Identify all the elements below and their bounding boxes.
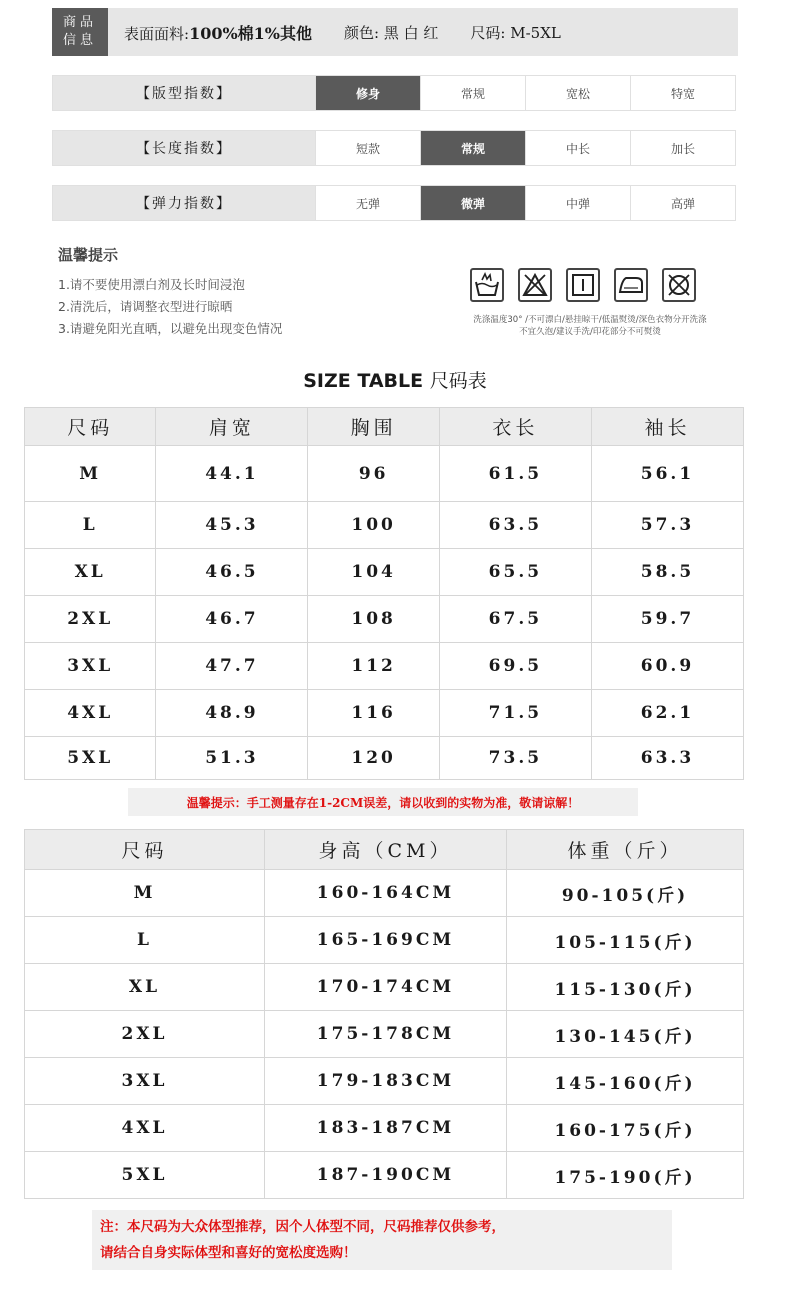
hang-dry-icon bbox=[566, 268, 600, 302]
tips-list bbox=[58, 274, 282, 340]
table-cell: L bbox=[25, 502, 156, 549]
table-cell: 116 bbox=[308, 690, 439, 737]
size-range-value: M-5XL bbox=[510, 23, 561, 42]
fabric-info bbox=[124, 21, 312, 44]
color-label: 颜色: bbox=[344, 23, 380, 42]
table-cell: 60.9 bbox=[591, 643, 743, 690]
table-cell: 108 bbox=[308, 596, 439, 643]
no-bleach-icon bbox=[518, 268, 552, 302]
header-cell: 体重（斤） bbox=[507, 830, 744, 870]
table-row bbox=[25, 502, 744, 549]
header-cell: 肩宽 bbox=[156, 408, 308, 446]
stretch-index-label: 【弹力指数】 bbox=[53, 186, 315, 220]
table-row bbox=[25, 1011, 744, 1058]
table-cell: 4XL bbox=[25, 1105, 265, 1152]
recommendation-note bbox=[92, 1210, 672, 1270]
size-table-title bbox=[0, 366, 790, 393]
table-cell: 5XL bbox=[25, 737, 156, 780]
size-table-title-cn: 尺码表 bbox=[429, 370, 487, 392]
size-recommendation-table bbox=[24, 829, 744, 1199]
hand-wash-icon bbox=[470, 268, 504, 302]
table-cell: 90-105(斤) bbox=[507, 870, 744, 917]
fit-index-label: 【版型指数】 bbox=[53, 76, 315, 110]
table-cell: 170-174CM bbox=[265, 964, 507, 1011]
table-cell: 100 bbox=[308, 502, 439, 549]
table-cell: 4XL bbox=[25, 690, 156, 737]
size-table-header bbox=[25, 408, 744, 446]
product-info-text bbox=[124, 21, 561, 44]
care-note-line: 洗涤温度30° /不可漂白/悬挂晾干/低温熨烫/深色衣物分开洗涤 bbox=[473, 315, 707, 325]
table-row bbox=[25, 596, 744, 643]
table-cell: 145-160(斤) bbox=[507, 1058, 744, 1105]
table-cell: 46.5 bbox=[156, 549, 308, 596]
care-icons bbox=[470, 268, 696, 302]
fabric-label: 表面面料: bbox=[124, 24, 190, 43]
table-row bbox=[25, 1152, 744, 1199]
care-note-line: 不宜久泡/建议手洗/印花部分不可熨烫 bbox=[519, 327, 661, 337]
table-cell: 112 bbox=[308, 643, 439, 690]
table-row bbox=[25, 1105, 744, 1152]
table-cell: 44.1 bbox=[156, 446, 308, 502]
table-row bbox=[25, 446, 744, 502]
fit-option-loose: 宽松 bbox=[525, 76, 630, 110]
table-cell: 73.5 bbox=[439, 737, 591, 780]
fit-option-slim: 修身 bbox=[315, 76, 420, 110]
table-cell: 130-145(斤) bbox=[507, 1011, 744, 1058]
table-cell: 65.5 bbox=[439, 549, 591, 596]
product-info-tag bbox=[52, 8, 108, 56]
table-cell: 62.1 bbox=[591, 690, 743, 737]
table-cell: 105-115(斤) bbox=[507, 917, 744, 964]
table-cell: 56.1 bbox=[591, 446, 743, 502]
length-option-long: 加长 bbox=[630, 131, 735, 165]
color-value: 黑 白 红 bbox=[383, 23, 439, 42]
table-cell: XL bbox=[25, 549, 156, 596]
no-tumble-dry-icon bbox=[662, 268, 696, 302]
size-range-label: 尺码: bbox=[470, 23, 506, 42]
header-cell: 身高（CM） bbox=[265, 830, 507, 870]
header-cell: 尺码 bbox=[25, 408, 156, 446]
table-cell: 3XL bbox=[25, 1058, 265, 1105]
size-table bbox=[24, 407, 744, 780]
table-row bbox=[25, 917, 744, 964]
table-cell: XL bbox=[25, 964, 265, 1011]
table-cell: 120 bbox=[308, 737, 439, 780]
product-info-tag-line1: 商品 bbox=[62, 15, 97, 30]
low-iron-icon bbox=[614, 268, 648, 302]
header-cell: 袖长 bbox=[591, 408, 743, 446]
tip-item: 3.请避免阳光直晒，以避免出现变色情况 bbox=[58, 321, 283, 336]
table-row bbox=[25, 737, 744, 780]
tip-item: 1.请不要使用漂白剂及长时间浸泡 bbox=[58, 277, 245, 292]
table-cell: 45.3 bbox=[156, 502, 308, 549]
table-cell: 69.5 bbox=[439, 643, 591, 690]
measurement-warning: 温馨提示：手工测量存在1-2CM误差，请以收到的实物为准，敬请谅解！ bbox=[128, 788, 638, 816]
tip-item: 2.清洗后，请调整衣型进行晾晒 bbox=[58, 299, 233, 314]
table-cell: 63.5 bbox=[439, 502, 591, 549]
table-cell: 46.7 bbox=[156, 596, 308, 643]
color-info bbox=[344, 22, 438, 43]
header-cell: 衣长 bbox=[439, 408, 591, 446]
table-row bbox=[25, 1058, 744, 1105]
fit-index-row bbox=[52, 75, 736, 111]
table-cell: 104 bbox=[308, 549, 439, 596]
fabric-value: 100%棉1%其他 bbox=[189, 23, 313, 43]
table-row bbox=[25, 870, 744, 917]
header-cell: 尺码 bbox=[25, 830, 265, 870]
table-cell: 187-190CM bbox=[265, 1152, 507, 1199]
table-row bbox=[25, 690, 744, 737]
table-cell: 179-183CM bbox=[265, 1058, 507, 1105]
tips-title: 温馨提示 bbox=[58, 246, 119, 264]
table-cell: 47.7 bbox=[156, 643, 308, 690]
table-cell: 71.5 bbox=[439, 690, 591, 737]
table-cell: 57.3 bbox=[591, 502, 743, 549]
stretch-option-none: 无弹 bbox=[315, 186, 420, 220]
table-cell: M bbox=[25, 446, 156, 502]
table-cell: 48.9 bbox=[156, 690, 308, 737]
size-range-info bbox=[470, 22, 560, 43]
table-cell: M bbox=[25, 870, 265, 917]
table-cell: 2XL bbox=[25, 1011, 265, 1058]
length-option-medium: 中长 bbox=[525, 131, 630, 165]
table-row bbox=[25, 643, 744, 690]
recommendation-note-line: 注：本尺码为大众体型推荐，因个人体型不同，尺码推荐仅供参考， bbox=[100, 1219, 505, 1235]
length-option-short: 短款 bbox=[315, 131, 420, 165]
product-info-bar bbox=[52, 8, 738, 56]
stretch-option-high: 高弹 bbox=[630, 186, 735, 220]
table-row bbox=[25, 964, 744, 1011]
table-cell: 63.3 bbox=[591, 737, 743, 780]
stretch-option-medium: 中弹 bbox=[525, 186, 630, 220]
table-cell: 67.5 bbox=[439, 596, 591, 643]
length-index-label: 【长度指数】 bbox=[53, 131, 315, 165]
table-cell: 165-169CM bbox=[265, 917, 507, 964]
length-option-regular: 常规 bbox=[420, 131, 525, 165]
table-cell: 183-187CM bbox=[265, 1105, 507, 1152]
table-cell: 2XL bbox=[25, 596, 156, 643]
size-table-title-en: SIZE TABLE bbox=[303, 370, 424, 392]
table-cell: 59.7 bbox=[591, 596, 743, 643]
table-cell: 175-178CM bbox=[265, 1011, 507, 1058]
table-cell: 96 bbox=[308, 446, 439, 502]
fit-option-regular: 常规 bbox=[420, 76, 525, 110]
header-cell: 胸围 bbox=[308, 408, 439, 446]
table-cell: 160-164CM bbox=[265, 870, 507, 917]
product-info-tag-line2: 信息 bbox=[62, 33, 97, 48]
stretch-option-slight: 微弹 bbox=[420, 186, 525, 220]
stretch-index-row bbox=[52, 185, 736, 221]
table-cell: 51.3 bbox=[156, 737, 308, 780]
table-cell: L bbox=[25, 917, 265, 964]
table-cell: 58.5 bbox=[591, 549, 743, 596]
table-cell: 5XL bbox=[25, 1152, 265, 1199]
recommendation-note-line: 请结合自身实际体型和喜好的宽松度选购！ bbox=[100, 1245, 357, 1261]
recommend-table-header bbox=[25, 830, 744, 870]
table-row bbox=[25, 549, 744, 596]
table-cell: 160-175(斤) bbox=[507, 1105, 744, 1152]
length-index-row bbox=[52, 130, 736, 166]
table-cell: 3XL bbox=[25, 643, 156, 690]
fit-option-extra-wide: 特宽 bbox=[630, 76, 735, 110]
table-cell: 61.5 bbox=[439, 446, 591, 502]
care-note bbox=[440, 314, 740, 338]
table-cell: 175-190(斤) bbox=[507, 1152, 744, 1199]
table-cell: 115-130(斤) bbox=[507, 964, 744, 1011]
